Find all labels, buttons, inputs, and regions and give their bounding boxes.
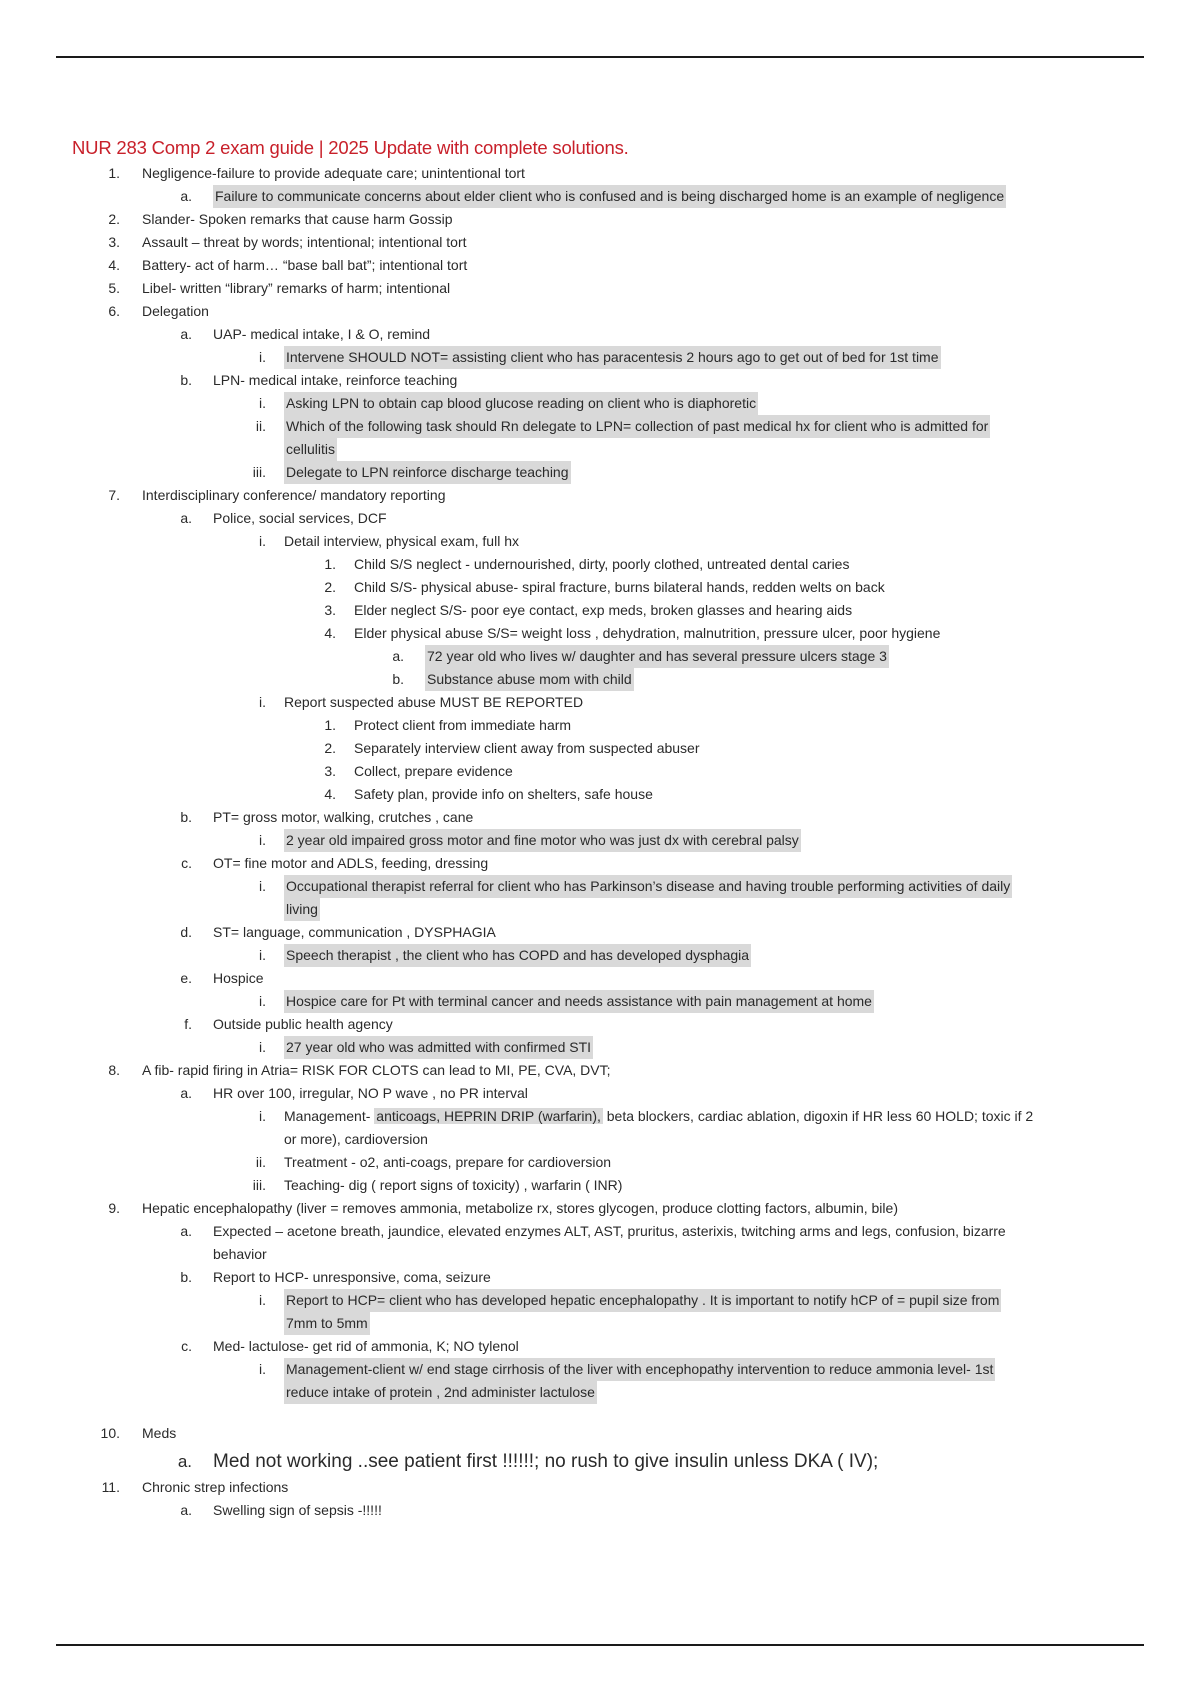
item-text: OT= fine motor and ADLS, feeding, dressing bbox=[213, 855, 489, 871]
item-text-highlighted: 72 year old who lives w/ daughter and has several pressure ulcers stage 3 bbox=[425, 645, 889, 668]
item-text-highlighted: Intervene SHOULD NOT= assisting client who has paracentesis 2 hours ago to get out of bed for 1st time bbox=[284, 346, 941, 369]
item-text: Negligence-failure to provide adequate care; unintentional tort bbox=[142, 165, 525, 181]
list-item bbox=[0, 461, 1200, 484]
item-text-highlighted: Hospice care for Pt with terminal cancer and needs assistance with pain management at home bbox=[284, 990, 874, 1013]
item-text-highlighted: Speech therapist , the client who has COPD and has developed dysphagia bbox=[284, 944, 751, 967]
item-text-part: beta blockers, cardiac ablation, digoxin if HR less 60 HOLD; toxic if 2 bbox=[602, 1108, 1034, 1124]
list-item bbox=[0, 1059, 1200, 1082]
item-number: 4. bbox=[324, 625, 336, 641]
item-number: i. bbox=[259, 349, 266, 365]
list-item bbox=[0, 323, 1200, 346]
list-item-continuation bbox=[0, 898, 1200, 921]
list-item bbox=[0, 1197, 1200, 1220]
item-text: HR over 100, irregular, NO P wave , no PR interval bbox=[213, 1085, 528, 1101]
list-item bbox=[0, 829, 1200, 852]
item-text: Expected – acetone breath, jaundice, elevated enzymes ALT, AST, pruritus, asterixis, twitching arms and legs, confusion, bizarre bbox=[213, 1223, 1006, 1239]
item-text: Safety plan, provide info on shelters, safe house bbox=[354, 786, 653, 802]
item-text-highlighted: Report to HCP= client who has developed hepatic encephalopathy . It is important to notify hCP of = pupil size from bbox=[284, 1289, 1001, 1312]
list-item bbox=[0, 1266, 1200, 1289]
list-item bbox=[0, 300, 1200, 323]
item-number: iii. bbox=[252, 464, 266, 480]
item-text: Battery- act of harm… “base ball bat”; intentional tort bbox=[142, 257, 468, 273]
list-item-continuation bbox=[0, 1243, 1200, 1266]
item-text: Interdisciplinary conference/ mandatory reporting bbox=[142, 487, 446, 503]
item-text: Report suspected abuse MUST BE REPORTED bbox=[284, 694, 584, 710]
item-text: Delegation bbox=[142, 303, 209, 319]
item-number: b. bbox=[180, 1269, 192, 1285]
item-number: 5. bbox=[108, 280, 120, 296]
list-item bbox=[0, 691, 1200, 714]
list-item bbox=[0, 1422, 1200, 1445]
list-item bbox=[0, 254, 1200, 277]
item-number: i. bbox=[259, 878, 266, 894]
item-number: a. bbox=[392, 648, 404, 664]
item-number: i. bbox=[259, 1108, 266, 1124]
list-item bbox=[0, 1358, 1200, 1381]
item-text-highlighted: Substance abuse mom with child bbox=[425, 668, 634, 691]
item-number: i. bbox=[259, 1292, 266, 1308]
item-number: c. bbox=[181, 1338, 192, 1354]
list-item-continuation bbox=[0, 1381, 1200, 1404]
item-text: Hospice bbox=[213, 970, 264, 986]
item-text: Detail interview, physical exam, full hx bbox=[284, 533, 519, 549]
list-item bbox=[0, 852, 1200, 875]
item-number: 4. bbox=[108, 257, 120, 273]
item-text: Meds bbox=[142, 1425, 177, 1441]
list-item bbox=[0, 1289, 1200, 1312]
list-item bbox=[0, 645, 1200, 668]
item-number: 9. bbox=[108, 1200, 120, 1216]
list-item bbox=[0, 990, 1200, 1013]
item-text: ST= language, communication , DYSPHAGIA bbox=[213, 924, 496, 940]
list-item bbox=[0, 921, 1200, 944]
list-item bbox=[0, 622, 1200, 645]
list-item bbox=[0, 208, 1200, 231]
item-text-highlighted: living bbox=[284, 898, 320, 921]
item-text-highlighted: Failure to communicate concerns about elder client who is confused and is being discharged home is an example of negligence bbox=[213, 185, 1006, 208]
item-number: 8. bbox=[108, 1062, 120, 1078]
item-text-highlighted: Occupational therapist referral for client who has Parkinson’s disease and having trouble performing activities of daily bbox=[284, 875, 1012, 898]
item-number: a. bbox=[180, 1223, 192, 1239]
list-item bbox=[0, 392, 1200, 415]
list-item bbox=[0, 277, 1200, 300]
list-item bbox=[0, 1220, 1200, 1243]
list-item bbox=[0, 1036, 1200, 1059]
item-number: i. bbox=[259, 533, 266, 549]
item-number: 1. bbox=[324, 717, 336, 733]
item-number: i. bbox=[259, 1039, 266, 1055]
list-item bbox=[0, 162, 1200, 185]
list-item bbox=[0, 415, 1200, 438]
item-number: a. bbox=[180, 188, 192, 204]
item-text: Assault – threat by words; intentional; intentional tort bbox=[142, 234, 467, 250]
list-item bbox=[0, 1449, 1200, 1475]
list-item bbox=[0, 484, 1200, 507]
list-item bbox=[0, 806, 1200, 829]
item-number: i. bbox=[259, 947, 266, 963]
item-number: 3. bbox=[324, 763, 336, 779]
item-text: Separately interview client away from suspected abuser bbox=[354, 740, 700, 756]
item-text: Elder physical abuse S/S= weight loss , dehydration, malnutrition, pressure ulcer, poor hygiene bbox=[354, 625, 941, 641]
item-text: Police, social services, DCF bbox=[213, 510, 387, 526]
item-text: Collect, prepare evidence bbox=[354, 763, 513, 779]
item-text: A fib- rapid firing in Atria= RISK FOR CLOTS can lead to MI, PE, CVA, DVT; bbox=[142, 1062, 611, 1078]
item-number: i. bbox=[259, 993, 266, 1009]
item-number: a. bbox=[180, 1085, 192, 1101]
item-number: ii. bbox=[255, 418, 266, 434]
item-text-highlighted: 27 year old who was admitted with confirmed STI bbox=[284, 1036, 593, 1059]
item-text: behavior bbox=[213, 1246, 267, 1262]
item-number: 6. bbox=[108, 303, 120, 319]
list-item bbox=[0, 944, 1200, 967]
item-text-highlighted: reduce intake of protein , 2nd administer lactulose bbox=[284, 1381, 597, 1404]
item-text: Child S/S- physical abuse- spiral fracture, burns bilateral hands, redden welts on back bbox=[354, 579, 885, 595]
item-number: a. bbox=[180, 510, 192, 526]
list-item bbox=[0, 760, 1200, 783]
list-item bbox=[0, 714, 1200, 737]
item-text-part: Management- bbox=[284, 1108, 375, 1124]
item-number: i. bbox=[259, 832, 266, 848]
item-text: Child S/S neglect - undernourished, dirty, poorly clothed, untreated dental caries bbox=[354, 556, 850, 572]
item-text-highlighted: Delegate to LPN reinforce discharge teaching bbox=[284, 461, 571, 484]
item-number: 2. bbox=[324, 579, 336, 595]
item-text-highlighted: 7mm to 5mm bbox=[284, 1312, 370, 1335]
item-number: b. bbox=[392, 671, 404, 687]
list-item-continuation bbox=[0, 438, 1200, 461]
item-text-highlighted: Which of the following task should Rn delegate to LPN= collection of past medical hx for client who is admitted for bbox=[284, 415, 990, 438]
list-item bbox=[0, 1335, 1200, 1358]
list-item bbox=[0, 1151, 1200, 1174]
list-item bbox=[0, 576, 1200, 599]
item-text: Teaching- dig ( report signs of toxicity) , warfarin ( INR) bbox=[284, 1177, 623, 1193]
item-text: Hepatic encephalopathy (liver = removes ammonia, metabolize rx, stores glycogen, produce clotting factors, albumin, bile) bbox=[142, 1200, 898, 1216]
list-item bbox=[0, 737, 1200, 760]
list-item bbox=[0, 1013, 1200, 1036]
item-text: Swelling sign of sepsis -!!!!! bbox=[213, 1502, 382, 1518]
item-text: Slander- Spoken remarks that cause harm Gossip bbox=[142, 211, 453, 227]
item-text: Med- lactulose- get rid of ammonia, K; NO tylenol bbox=[213, 1338, 519, 1354]
item-number: a. bbox=[177, 1452, 192, 1471]
item-number: 2. bbox=[108, 211, 120, 227]
item-text: Med not working ..see patient first !!!!!!; no rush to give insulin unless DKA ( IV); bbox=[213, 1451, 879, 1472]
item-number: e. bbox=[180, 970, 192, 986]
item-text: Report to HCP- unresponsive, coma, seizure bbox=[213, 1269, 491, 1285]
list-item bbox=[0, 599, 1200, 622]
item-number: 1. bbox=[108, 165, 120, 181]
list-item bbox=[0, 231, 1200, 254]
item-number: 4. bbox=[324, 786, 336, 802]
list-item bbox=[0, 875, 1200, 898]
list-item bbox=[0, 346, 1200, 369]
item-text: UAP- medical intake, I & O, remind bbox=[213, 326, 431, 342]
list-item bbox=[0, 1174, 1200, 1197]
item-number: i. bbox=[259, 694, 266, 710]
item-text: Chronic strep infections bbox=[142, 1479, 289, 1495]
item-text: Outside public health agency bbox=[213, 1016, 393, 1032]
item-number: d. bbox=[180, 924, 192, 940]
list-item bbox=[0, 783, 1200, 806]
list-item bbox=[0, 1499, 1200, 1522]
item-number: b. bbox=[180, 809, 192, 825]
item-number: i. bbox=[259, 395, 266, 411]
item-number: b. bbox=[180, 372, 192, 388]
list-item bbox=[0, 967, 1200, 990]
item-number: ii. bbox=[255, 1154, 266, 1170]
item-text-highlighted: Asking LPN to obtain cap blood glucose reading on client who is diaphoretic bbox=[284, 392, 758, 415]
item-text-highlighted: 2 year old impaired gross motor and fine motor who was just dx with cerebral palsy bbox=[284, 829, 801, 852]
list-item bbox=[0, 369, 1200, 392]
item-number: c. bbox=[181, 855, 192, 871]
item-text: PT= gross motor, walking, crutches , cane bbox=[213, 809, 474, 825]
item-text: Protect client from immediate harm bbox=[354, 717, 572, 733]
list-item bbox=[0, 1105, 1200, 1128]
item-text: Elder neglect S/S- poor eye contact, exp meds, broken glasses and hearing aids bbox=[354, 602, 853, 618]
item-number: 11. bbox=[101, 1479, 120, 1495]
list-item-continuation bbox=[0, 1128, 1200, 1151]
item-number: 7. bbox=[108, 487, 120, 503]
item-number: iii. bbox=[252, 1177, 266, 1193]
item-text: Libel- written “library” remarks of harm; intentional bbox=[142, 280, 451, 296]
item-number: a. bbox=[180, 326, 192, 342]
list-item bbox=[0, 553, 1200, 576]
item-text-highlighted: anticoags, HEPRIN DRIP (warfarin), bbox=[376, 1108, 601, 1124]
list-item bbox=[0, 507, 1200, 530]
item-text: or more), cardioversion bbox=[284, 1131, 428, 1147]
item-number: 3. bbox=[324, 602, 336, 618]
list-item bbox=[0, 1082, 1200, 1105]
item-number: 2. bbox=[324, 740, 336, 756]
bottom-rule bbox=[56, 1644, 1144, 1646]
top-rule bbox=[56, 56, 1144, 58]
item-number: i. bbox=[259, 1361, 266, 1377]
item-text: Treatment - o2, anti-coags, prepare for cardioversion bbox=[284, 1154, 612, 1170]
item-number: 3. bbox=[108, 234, 120, 250]
item-number: a. bbox=[180, 1502, 192, 1518]
item-text-highlighted: Management-client w/ end stage cirrhosis of the liver with encephopathy intervention to reduce ammonia level- 1st bbox=[284, 1358, 995, 1381]
list-item bbox=[0, 185, 1200, 208]
item-number: f. bbox=[184, 1016, 192, 1032]
list-item-continuation bbox=[0, 1312, 1200, 1335]
document-title: NUR 283 Comp 2 exam guide | 2025 Update with complete solutions. bbox=[72, 137, 629, 158]
item-text: LPN- medical intake, reinforce teaching bbox=[213, 372, 458, 388]
item-text bbox=[284, 1105, 1033, 1128]
item-number: 1. bbox=[324, 556, 336, 572]
list-item bbox=[0, 1476, 1200, 1499]
item-text-highlighted: cellulitis bbox=[284, 438, 337, 461]
list-item bbox=[0, 530, 1200, 553]
item-number: 10. bbox=[100, 1425, 120, 1441]
list-item bbox=[0, 668, 1200, 691]
